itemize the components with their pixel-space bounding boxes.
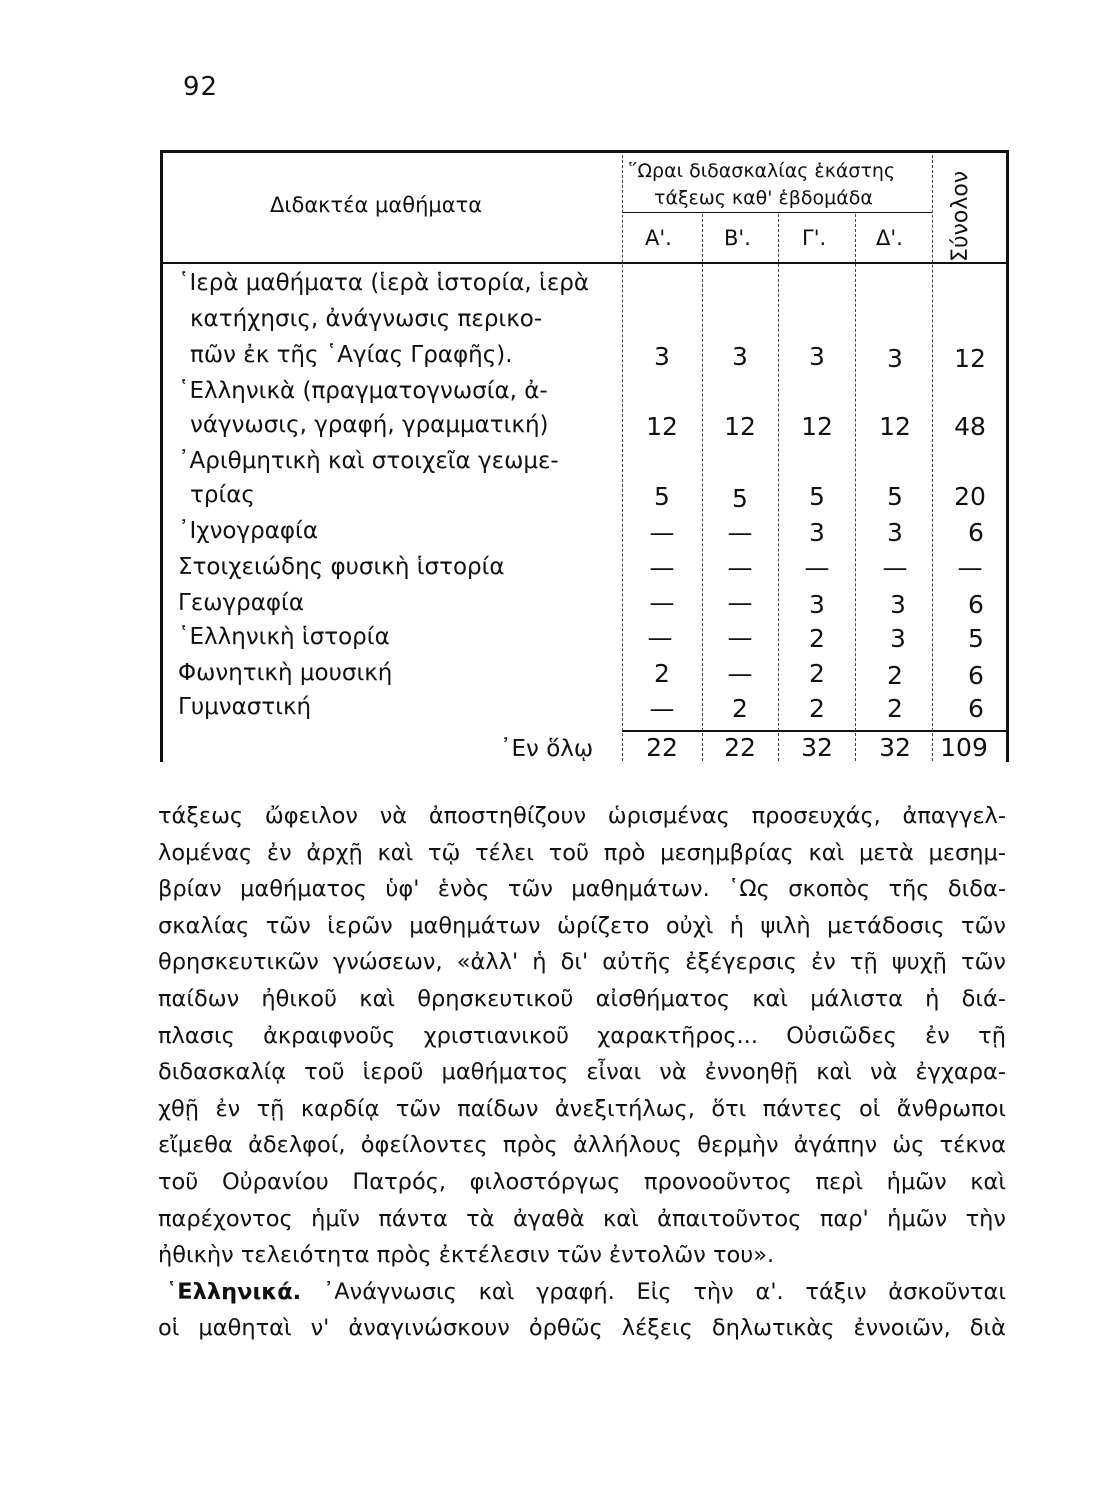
section-heading: ῾Ελληνικά. [166,1278,302,1305]
hours-cell: 3 [890,590,906,619]
text-line: οἱ μαθηταὶ ν' ἀναγινώσκουν ὀρθῶς λέξεις δηλωτικὰς ἐννοιῶν, διὰ [158,1315,1006,1342]
section-heading-rest: ᾿Ανάγνωσις καὶ γραφή. Εἰς τὴν α'. τάξιν ἀσκοῦνται [322,1278,1007,1305]
hours-cell: 3 [890,624,906,653]
hours-header-line2: τάξεως καθ' ἑβδομάδα [654,187,873,209]
subject-line: Γυμναστική [178,694,312,720]
hours-cell: 2 [732,694,748,723]
text-line: θρησκευτικῶν γνώσεων, «ἀλλ' ἡ δι' αὐτῆς ἐξέγερσις ἐν τῇ ψυχῇ τῶν [158,949,1006,976]
grand-total-cell: 22 [724,733,756,762]
hours-cell: 2 [809,694,825,723]
text-line: βρίαν μαθήματος ὑφ' ἑνὸς τῶν μαθημάτων. ῾Ως σκοπὸς τῆς διδα- [158,876,1006,903]
hours-cell: 5 [809,482,825,511]
grade-c-header: Γ'. [802,226,827,250]
hours-cell: 3 [809,342,825,371]
table-left-rule [160,150,163,762]
hours-cell: — [649,518,675,547]
hours-cell: — [647,623,673,652]
subject-line: ῾Ελληνικὴ ἱστορία [178,624,390,650]
subject-line: Γεωγραφία [178,590,304,616]
table-right-rule [1006,150,1009,762]
hours-cell: — [882,553,908,582]
hours-cell: — [649,588,675,617]
hours-cell: 12 [801,412,833,441]
text-line [158,1274,1006,1311]
hours-cell: 5 [887,482,903,511]
grand-total-cell: 32 [801,733,833,762]
total-cell: 20 [954,482,986,511]
column-divider [702,214,703,761]
hours-cell: 5 [732,484,748,513]
hours-cell: 12 [724,412,756,441]
hours-cell: — [727,518,753,547]
total-cell: — [957,553,983,582]
subject-line: τρίας [190,482,255,508]
text-line: διδασκαλίᾳ τοῦ ἱεροῦ μαθήματος εἶναι νὰ ἐννοηθῇ καὶ νὰ ἐγχαρα- [158,1059,1006,1086]
hours-cell: 5 [654,482,670,511]
hours-cell: 3 [809,518,825,547]
column-divider [622,155,623,761]
hours-cell: 3 [654,342,670,371]
hours-cell: 3 [809,590,825,619]
subject-line: πῶν ἐκ τῆς ῾Αγίας Γραφῆς). [190,342,513,368]
subject-line: Φωνητικὴ μουσική [178,660,393,686]
hours-cell: — [727,553,753,582]
subject-line: ᾿Ιχνογραφία [178,518,318,544]
total-cell: 6 [968,661,984,690]
grade-d-header: Δ'. [876,226,903,250]
total-cell: 6 [968,590,984,619]
text-line: χθῇ ἐν τῇ καρδίᾳ τῶν παίδων ἀνεξιτήλως, ὅτι πάντες οἱ ἄνθρωποι [158,1095,1006,1122]
grade-b-header: Β'. [724,226,751,250]
grand-total-cell: 109 [940,733,988,762]
subject-line: νάγνωσις, γραφή, γραμματική) [190,412,549,438]
hours-cell: 12 [646,412,678,441]
column-divider [855,214,856,761]
table-top-rule [160,150,1009,153]
hours-header-line1: ῞Ωραι διδασκαλίας ἑκάστης [628,160,896,182]
hours-cell: 3 [732,342,748,371]
hours-cell: — [727,659,753,688]
text-line: σκαλίας τῶν ἱερῶν μαθημάτων ὡρίζετο οὐχὶ ἡ ψιλὴ μετάδοσις τῶν [158,912,1006,939]
hours-cell: 2 [887,694,903,723]
column-divider [778,214,779,761]
header-bottom-rule [162,262,1007,264]
text-line: παρέχοντος ἡμῖν πάντα τὰ ἀγαθὰ καὶ ἀπαιτοῦντος παρ' ἡμῶν τὴν [158,1205,1006,1232]
total-cell: 5 [968,624,984,653]
text-line: τοῦ Οὐρανίου Πατρός, φιλοστόργως προνοοῦντος περὶ ἡμῶν καὶ [158,1168,1006,1195]
text-line: τάξεως ὤφειλον νὰ ἀποστηθίζουν ὡρισμένας προσευχάς, ἀπαγγελ- [158,803,1006,829]
hours-cell: 2 [654,659,670,688]
hours-cell: — [727,623,753,652]
subject-line: Στοιχειώδης φυσικὴ ἱστορία [178,554,505,580]
subject-line: ᾿Αριθμητικὴ καὶ στοιχεῖα γεωμε- [178,448,559,474]
hours-cell: — [804,553,830,582]
text-line: λομένας ἐν ἀρχῇ καὶ τῷ τέλει τοῦ πρὸ μεσημβρίας καὶ μετὰ μεσημ- [158,839,1006,866]
hours-cell: 2 [809,659,825,688]
text-line: παίδων ἠθικοῦ καὶ θρησκευτικοῦ αἰσθήματος καὶ μάλιστα ἡ διά- [158,985,1006,1012]
total-cell: 48 [954,412,986,441]
total-cell: 12 [954,344,986,373]
hours-cell: 3 [887,518,903,547]
page-number: 92 [183,72,219,102]
text-line: πλασις ἀκραιφνοῦς χριστιανικοῦ χαρακτῆρος... Οὐσιῶδες ἐν τῇ [158,1022,1006,1049]
total-cell: 6 [968,518,984,547]
total-cell: 6 [968,694,984,723]
hours-cell: — [727,588,753,617]
grand-total-cell: 32 [879,733,911,762]
text-line: εἴμεθα ἀδελφοί, ὀφείλοντες πρὸς ἀλλήλους θερμὴν ἀγάπην ὡς τέκνα [158,1132,1006,1159]
column-divider [932,155,933,761]
grade-a-header: Α'. [645,226,672,250]
hours-subheader-rule [622,212,932,213]
hours-cell: — [649,553,675,582]
total-top-rule [622,730,1007,732]
hours-cell: 2 [887,661,903,690]
text-line: ἠθικὴν τελειότητα πρὸς ἐκτέλεσιν τῶν ἐντολῶν του». [158,1242,775,1269]
hours-cell: 3 [887,344,903,373]
subject-line: ῾Ελληνικὰ (πραγματογνωσία, ἀ- [178,378,548,404]
subject-line: κατήχησις, ἀνάγνωσις περικο- [190,306,543,332]
subjects-header: Διδακτέα μαθήματα [270,193,483,217]
body-text [158,798,1006,1347]
hours-cell: 2 [809,624,825,653]
total-label: ᾿Εν ὅλῳ [500,736,594,762]
hours-cell: — [649,694,675,723]
subject-line: ῾Ιερὰ μαθήματα (ἱερὰ ἱστορία, ἱερὰ [178,270,590,296]
hours-cell: 12 [879,412,911,441]
grand-total-cell: 22 [646,733,678,762]
total-header: Σύνολον [948,170,973,262]
